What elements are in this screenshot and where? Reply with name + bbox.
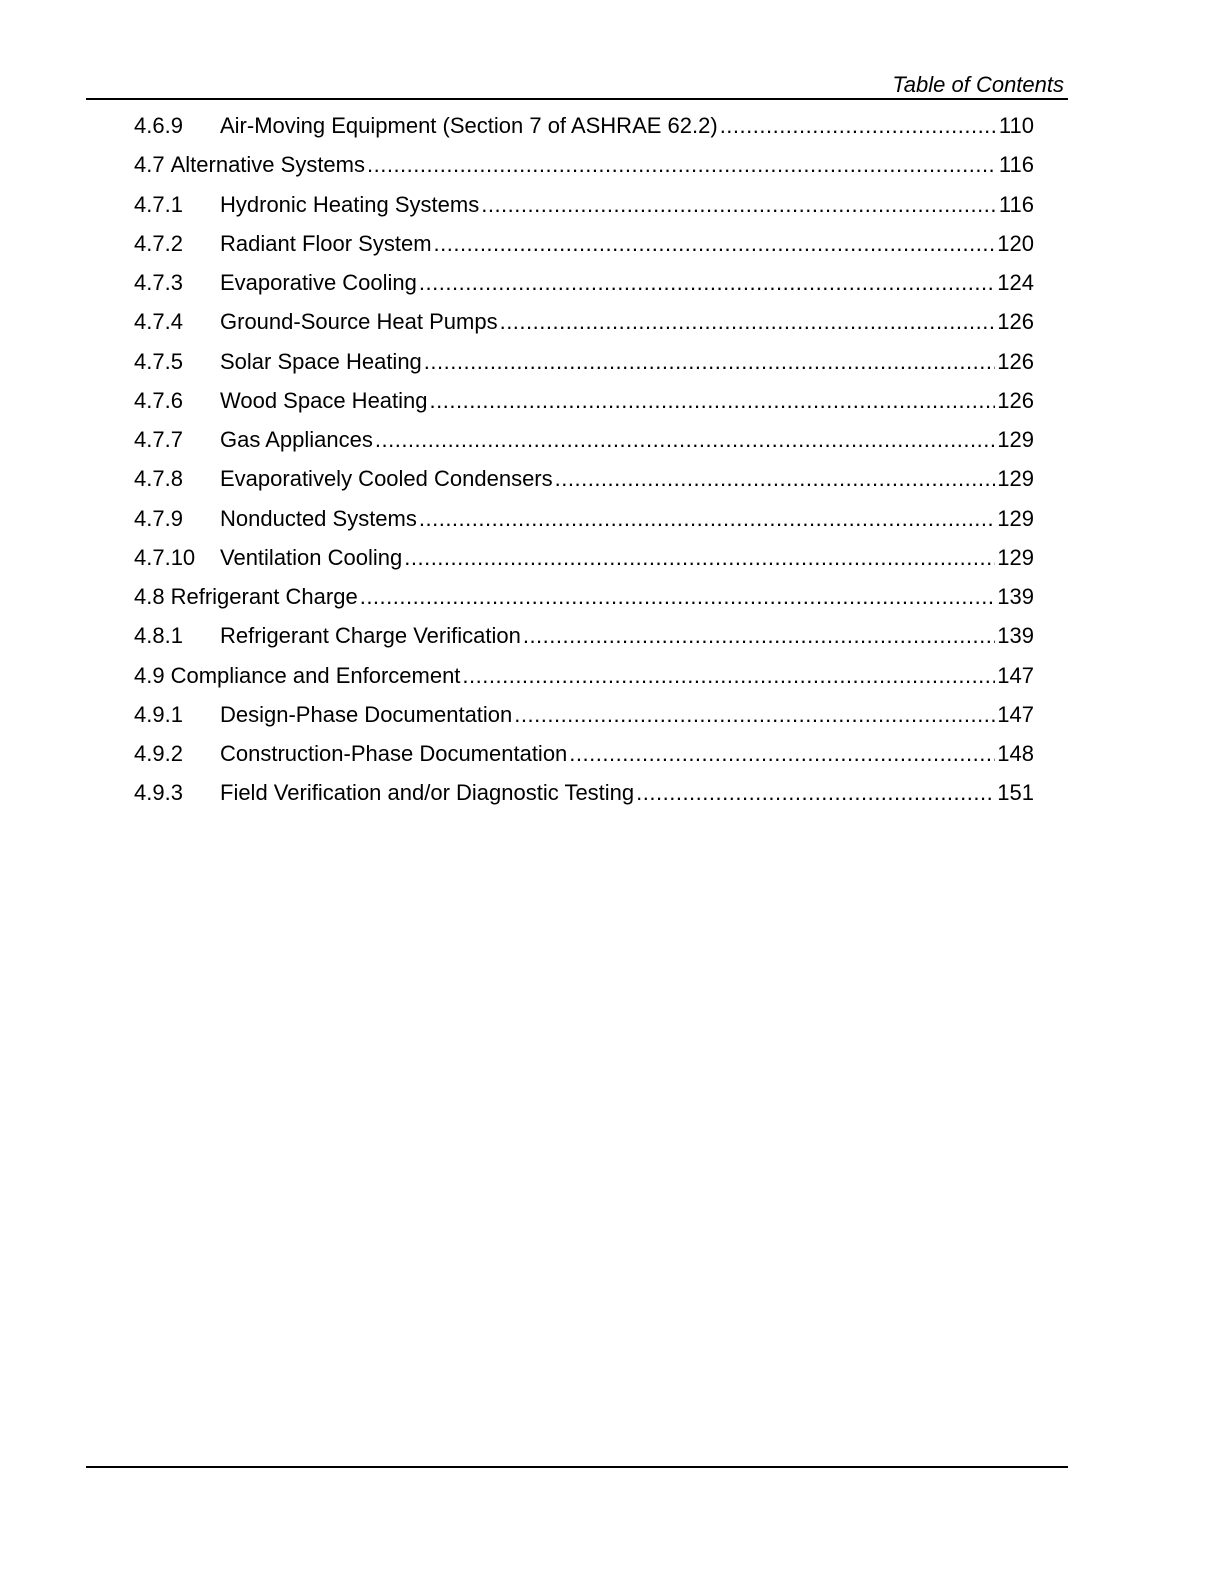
- toc-entry[interactable]: [134, 381, 1034, 420]
- toc-entry[interactable]: [134, 185, 1034, 224]
- toc-dot-leader: [404, 538, 995, 577]
- toc-entry-page: 126: [997, 348, 1034, 374]
- toc-entry[interactable]: [134, 499, 1034, 538]
- toc-entry[interactable]: [134, 773, 1034, 812]
- toc-entry[interactable]: [134, 145, 1034, 184]
- toc-entry[interactable]: [134, 695, 1034, 734]
- toc-entry-title: Construction-Phase Documentation: [220, 741, 568, 766]
- toc-entry[interactable]: [134, 302, 1034, 341]
- toc-entry-title: Evaporatively Cooled Condensers: [220, 466, 553, 492]
- toc-entry-title: Gas Appliances: [220, 427, 373, 452]
- toc-dot-leader: [481, 185, 997, 224]
- toc-dot-leader: [434, 224, 996, 263]
- toc-entry[interactable]: [134, 224, 1034, 263]
- toc-entry-title: Hydronic Heating Systems: [220, 191, 480, 217]
- toc-entry-number: 4.8: [134, 584, 165, 609]
- toc-entry[interactable]: [134, 459, 1034, 498]
- toc-entry-page: 147: [997, 662, 1034, 688]
- toc-entry[interactable]: [134, 577, 1034, 616]
- toc-dot-leader: [419, 263, 995, 302]
- page-header-title: Table of Contents: [892, 72, 1064, 97]
- toc-dot-leader: [367, 145, 997, 184]
- toc-entry-number: 4.7.8: [134, 466, 183, 492]
- toc-entry-title: Solar Space Heating: [220, 348, 422, 374]
- toc-entry-title: Ventilation Cooling: [220, 544, 403, 570]
- toc-dot-leader: [514, 695, 995, 734]
- toc-entry-title: Nonducted Systems: [220, 505, 417, 531]
- toc-entry-page: 139: [997, 623, 1034, 649]
- toc-entry-page: 110: [998, 113, 1034, 138]
- toc-entry-number: 4.7.1: [134, 191, 183, 217]
- toc-entry-title: Design-Phase Documentation: [220, 701, 513, 727]
- toc-entry[interactable]: [134, 656, 1034, 695]
- toc-entry-number: 4.6.9: [134, 113, 183, 138]
- toc-entry[interactable]: [134, 734, 1034, 773]
- toc-entry-number: 4.7.10: [134, 544, 196, 570]
- toc-entry-page: 126: [997, 387, 1034, 413]
- toc-entry-title: Refrigerant Charge Verification: [220, 623, 521, 649]
- toc-entry-page: 129: [997, 544, 1034, 570]
- toc-entry[interactable]: [134, 616, 1034, 655]
- toc-entry-page: 124: [997, 270, 1034, 295]
- toc-entry-number: 4.9.3: [134, 780, 183, 806]
- header-rule: [86, 98, 1068, 100]
- toc-dot-leader: [636, 773, 995, 812]
- toc-entry-page: 151: [997, 780, 1034, 806]
- toc-entry-title: Evaporative Cooling: [220, 270, 417, 295]
- toc-entry-title: Alternative Systems: [170, 152, 365, 178]
- toc-dot-leader: [462, 656, 995, 695]
- toc-entry-number: 4.9.2: [134, 741, 183, 766]
- toc-entry-title: Compliance and Enforcement: [170, 662, 461, 688]
- toc-dot-leader: [424, 342, 995, 381]
- toc-entry-number: 4.7.2: [134, 230, 183, 256]
- toc-dot-leader: [523, 616, 995, 655]
- toc-entry-page: 126: [997, 309, 1034, 335]
- toc-entry[interactable]: [134, 263, 1034, 302]
- toc-entry-number: 4.8.1: [134, 623, 183, 649]
- toc-entry-number: 4.7.9: [134, 505, 183, 531]
- footer-rule: [86, 1466, 1068, 1468]
- toc-entry-title: Wood Space Heating: [220, 387, 428, 413]
- toc-entry-title: Air-Moving Equipment (Section 7 of ASHRAE 62.2): [220, 113, 718, 138]
- toc-entry-page: 147: [997, 701, 1034, 727]
- toc-entry-number: 4.9.1: [134, 701, 183, 727]
- toc-entry-page: 139: [997, 584, 1034, 609]
- toc-entry-page: 116: [998, 191, 1034, 217]
- toc-entry[interactable]: [134, 538, 1034, 577]
- toc-entry-number: 4.7: [134, 152, 165, 178]
- toc-entry-title: Ground-Source Heat Pumps: [220, 309, 498, 335]
- toc-dot-leader: [419, 499, 995, 538]
- toc-entry-page: 129: [997, 505, 1034, 531]
- toc-entry-number: 4.7.7: [134, 427, 183, 452]
- toc-entry-number: 4.9: [134, 662, 165, 688]
- toc-entry-title: Refrigerant Charge: [170, 584, 358, 609]
- toc-dot-leader: [360, 577, 996, 616]
- toc-entry-title: Radiant Floor System: [220, 230, 432, 256]
- toc-dot-leader: [555, 459, 996, 498]
- toc-entry-number: 4.7.5: [134, 348, 183, 374]
- toc-dot-leader: [430, 381, 996, 420]
- toc-entry-page: 129: [997, 427, 1034, 452]
- toc-entry-number: 4.7.6: [134, 387, 183, 413]
- toc-dot-leader: [569, 734, 995, 773]
- toc-dot-leader: [720, 106, 997, 145]
- toc-entry-title: Field Verification and/or Diagnostic Testing: [220, 780, 635, 806]
- toc-dot-leader: [375, 420, 995, 459]
- toc-entry-number: 4.7.3: [134, 270, 183, 295]
- toc-entry-page: 120: [997, 230, 1034, 256]
- toc-entry-number: 4.7.4: [134, 309, 183, 335]
- table-of-contents: [134, 106, 1034, 813]
- toc-entry[interactable]: [134, 106, 1034, 145]
- toc-entry-page: 129: [997, 466, 1034, 492]
- toc-entry[interactable]: [134, 420, 1034, 459]
- toc-entry-page: 148: [997, 741, 1034, 766]
- toc-entry-page: 116: [998, 152, 1034, 178]
- toc-dot-leader: [500, 302, 996, 341]
- toc-entry[interactable]: [134, 342, 1034, 381]
